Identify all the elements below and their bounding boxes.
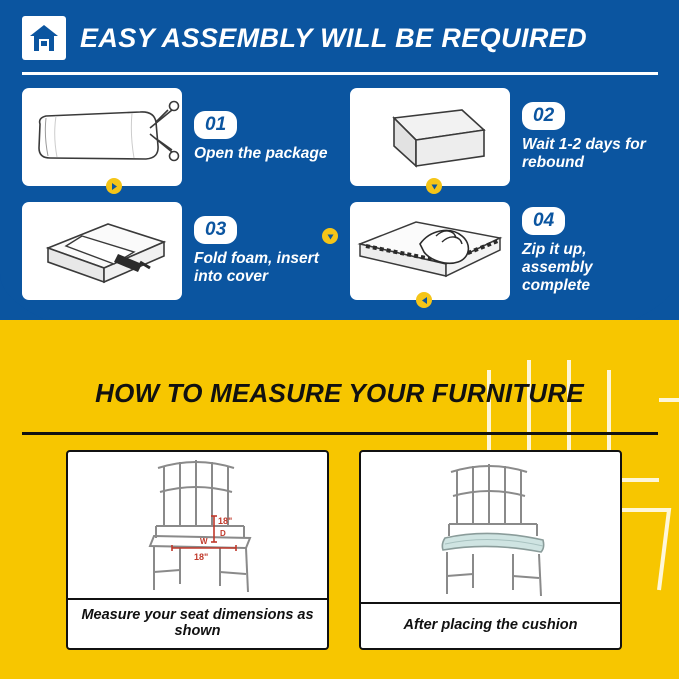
step-label: Wait 1-2 days for rebound bbox=[522, 135, 646, 171]
chair-with-dimensions-icon bbox=[68, 452, 327, 598]
measure-divider bbox=[22, 432, 658, 435]
arrow-left-icon bbox=[416, 292, 432, 308]
assembly-steps bbox=[22, 88, 658, 300]
step-label: Zip it up, assembly complete bbox=[522, 240, 593, 295]
assembly-step-04 bbox=[350, 202, 658, 300]
step-number: 01 bbox=[194, 111, 237, 139]
svg-text:D: D bbox=[220, 529, 226, 538]
assembly-step-02 bbox=[350, 88, 658, 186]
fold-foam-into-cover-icon bbox=[22, 202, 182, 300]
step-number: 02 bbox=[522, 102, 565, 130]
assembly-step-03-text bbox=[182, 202, 330, 300]
header-divider bbox=[22, 72, 658, 75]
step-label: Fold foam, insert into cover bbox=[194, 249, 319, 285]
step-label: Open the package bbox=[194, 144, 328, 162]
measure-card-cushion bbox=[359, 450, 622, 650]
assembly-title: EASY ASSEMBLY WILL BE REQUIRED bbox=[80, 22, 588, 53]
measure-title: HOW TO MEASURE YOUR FURNITURE bbox=[95, 378, 584, 408]
assembly-step-04-text bbox=[510, 202, 658, 300]
svg-text:18": 18" bbox=[194, 552, 209, 562]
arrow-down-icon bbox=[426, 178, 442, 194]
assembly-step-03 bbox=[22, 202, 330, 300]
measure-card-caption: Measure your seat dimensions as shown bbox=[68, 598, 327, 648]
svg-text:18": 18" bbox=[218, 516, 233, 526]
assembly-step-01 bbox=[22, 88, 330, 186]
foam-cushion-icon bbox=[350, 88, 510, 186]
arrow-down-icon bbox=[322, 228, 338, 244]
svg-text:W: W bbox=[200, 537, 208, 546]
arrow-right-icon bbox=[106, 178, 122, 194]
chair-with-cushion-icon bbox=[361, 452, 620, 602]
assembly-step-02-text bbox=[510, 88, 658, 186]
house-logo-icon bbox=[22, 16, 66, 60]
measure-card-caption: After placing the cushion bbox=[361, 602, 620, 648]
measure-card-dimensions bbox=[66, 450, 329, 650]
measure-panel bbox=[0, 320, 679, 679]
vacuum-sealed-package-scissors-icon bbox=[22, 88, 182, 186]
assembly-header bbox=[22, 12, 658, 64]
assembly-step-01-text bbox=[182, 88, 330, 186]
step-number: 03 bbox=[194, 216, 237, 244]
measure-cards bbox=[66, 450, 622, 650]
hand-zipping-cushion-icon bbox=[350, 202, 510, 300]
step-number: 04 bbox=[522, 207, 565, 235]
